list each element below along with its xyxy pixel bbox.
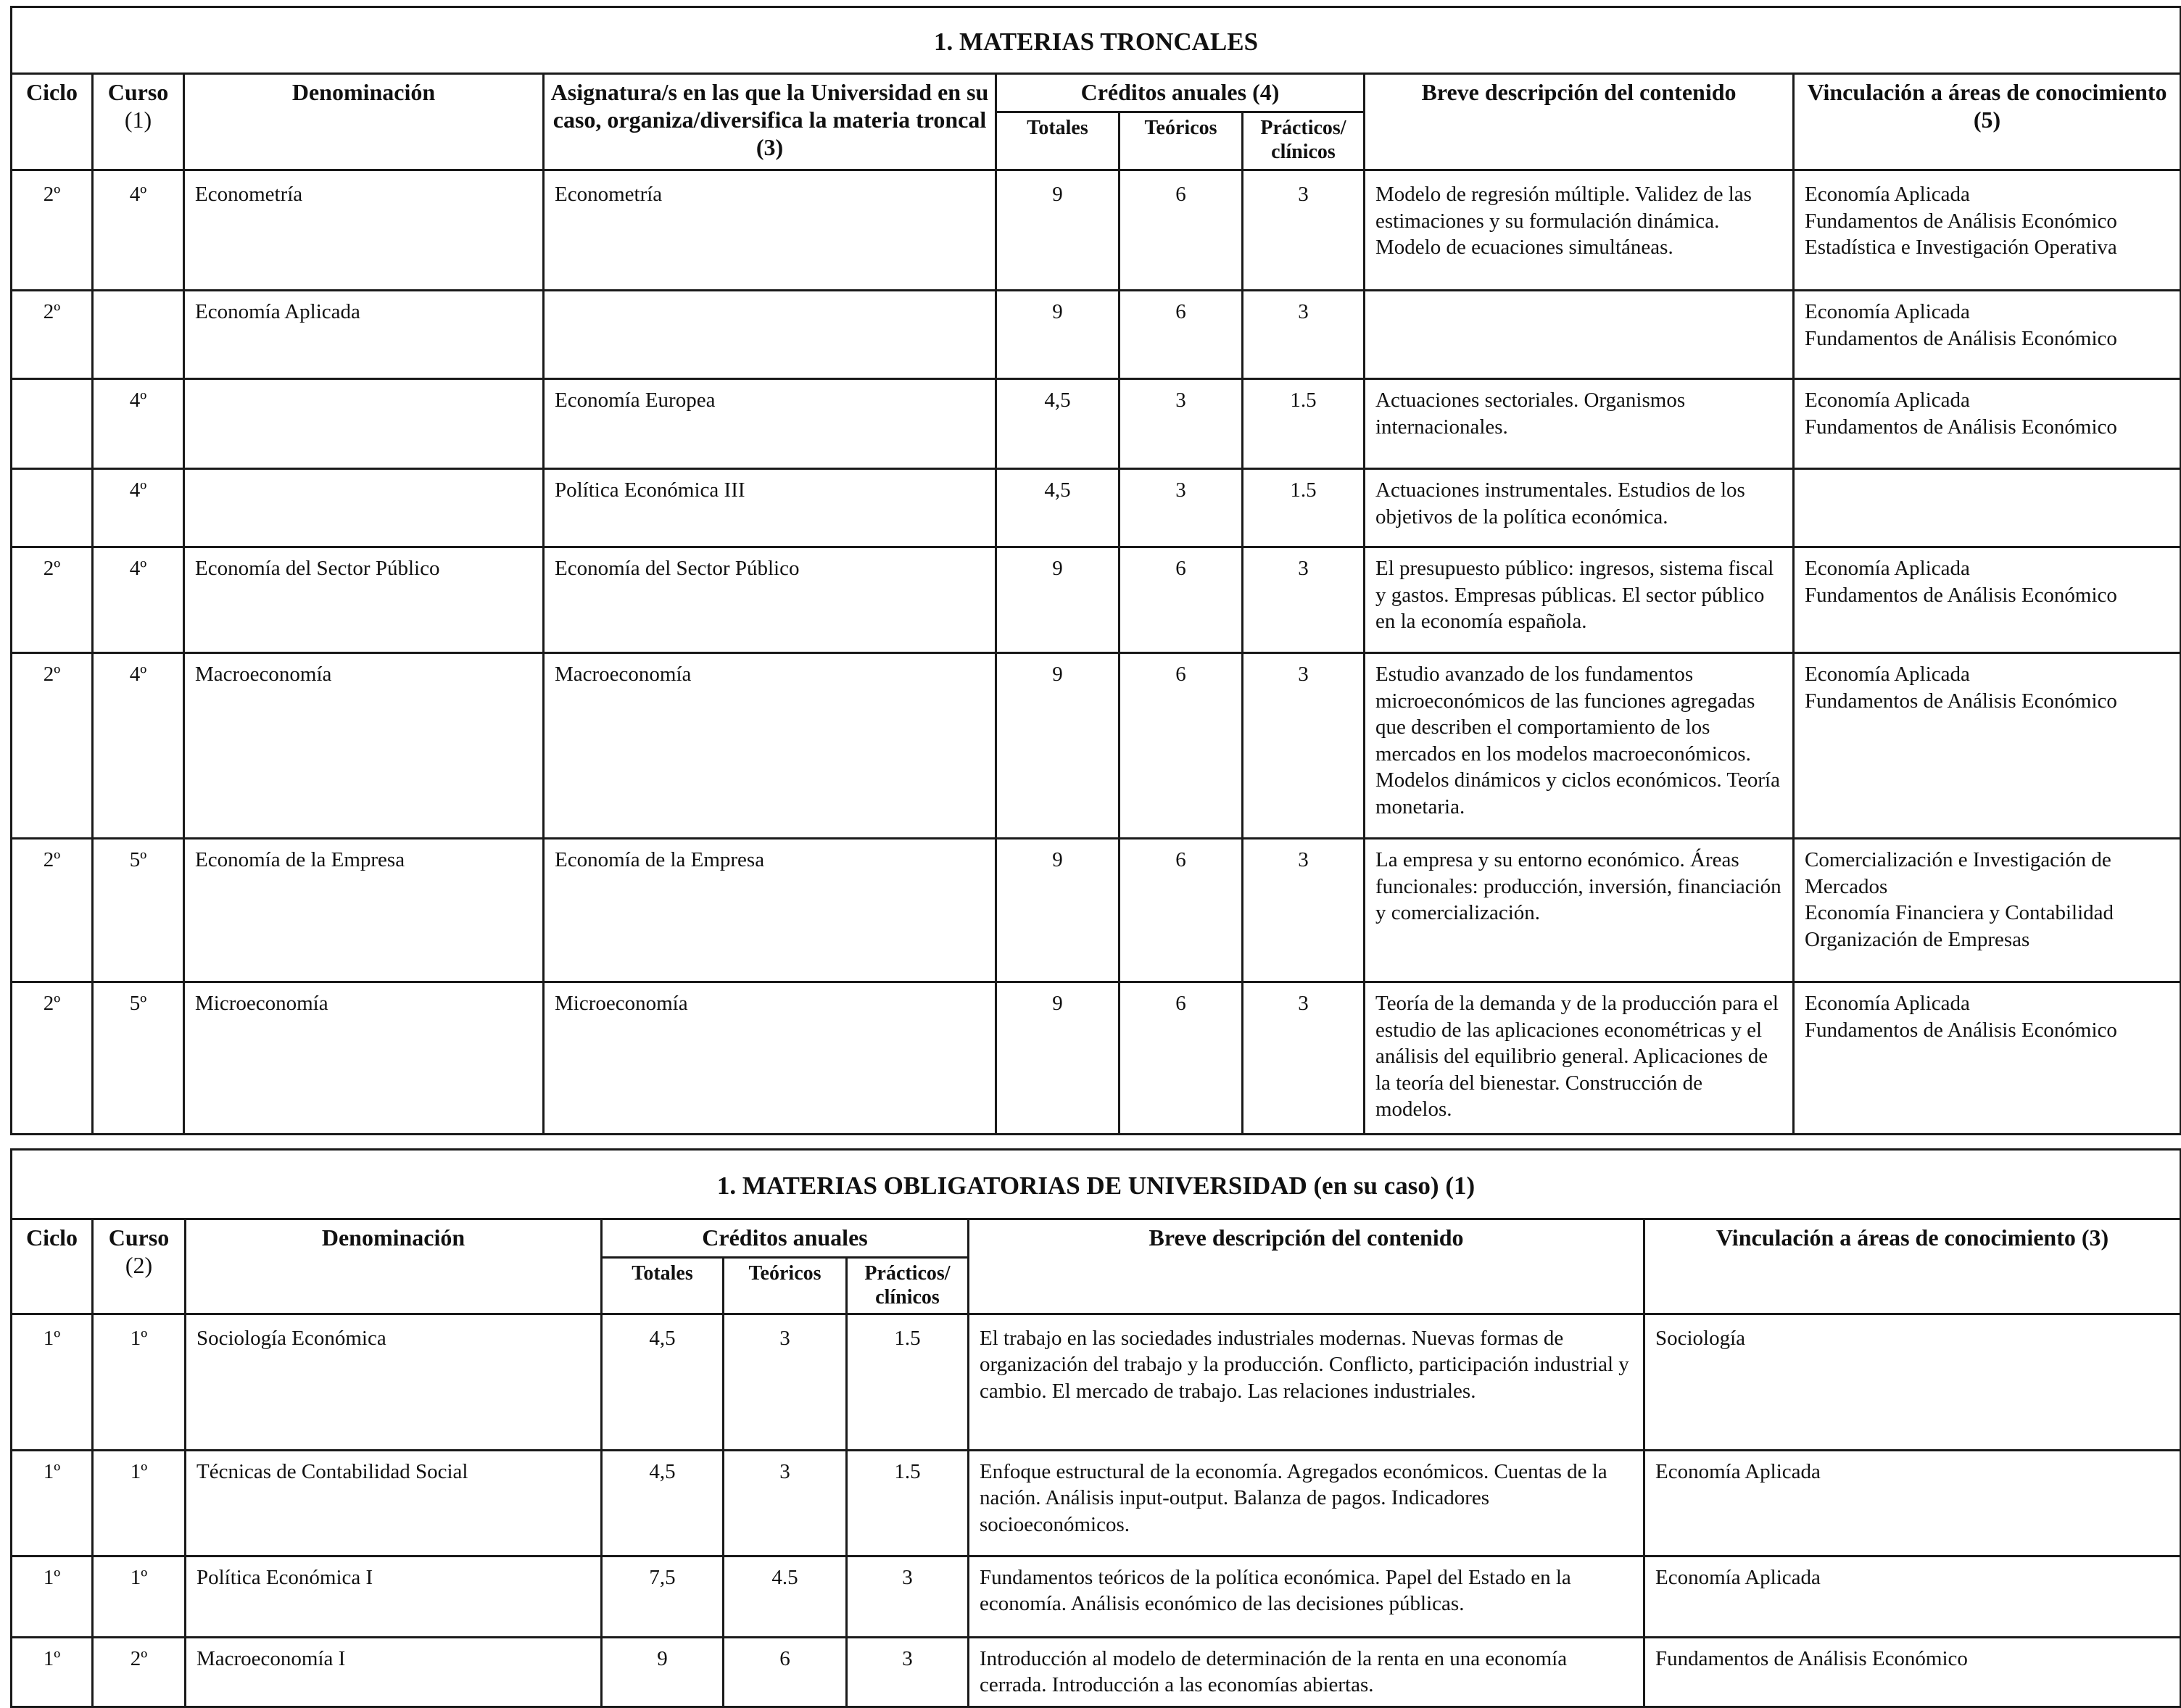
cell-descripcion: El trabajo en las sociedades industriales modernas. Nuevas formas de organización del trabajo y la producción. Conflicto, participación industrial y cambio. El mercado de trabajo. Las relaciones industriales.	[969, 1314, 1644, 1450]
obligatorias-section	[10, 1148, 2180, 1708]
cell-descripcion: Estudio avanzado de los fundamentos microeconómicos de las funciones agregadas que describen el comportamiento de los mercados en los modelos macroeconómicos. Modelos dinámicos y ciclos económicos. Teoría monetaria.	[1365, 653, 1794, 839]
cell-asignatura	[544, 291, 996, 379]
cell-practicos: 3	[1243, 839, 1365, 982]
header-descripcion: Breve descripción del contenido	[1365, 74, 1794, 170]
cell-totales: 9	[996, 653, 1120, 839]
cell-ciclo: 2º	[12, 839, 93, 982]
cell-ciclo: 1º	[12, 1450, 93, 1556]
cell-totales: 9	[996, 839, 1120, 982]
cell-areas	[1794, 291, 2181, 379]
header-totales: Totales	[602, 1257, 724, 1314]
area-item: Economía Aplicada	[1805, 992, 1970, 1016]
header-ciclo: Ciclo	[12, 1219, 93, 1314]
cell-teoricos: 6	[1120, 839, 1243, 982]
cell-curso: 5º	[93, 982, 184, 1135]
cell-totales: 4,5	[602, 1450, 724, 1556]
cell-descripcion: Actuaciones sectoriales. Organismos internacionales.	[1365, 379, 1794, 469]
cell-areas	[1644, 1450, 2181, 1556]
header-practicos: Prácticos/ clínicos	[1243, 112, 1365, 170]
obligatorias-table	[10, 1148, 2181, 1708]
cell-practicos: 1.5	[847, 1450, 969, 1556]
cell-ciclo: 1º	[12, 1556, 93, 1637]
area-item: Fundamentos de Análisis Económico	[1655, 1646, 1968, 1670]
area-item: Fundamentos de Análisis Económico	[1805, 1018, 2117, 1042]
cell-denominacion	[184, 379, 544, 469]
cell-teoricos: 6	[1120, 547, 1243, 653]
cell-descripcion	[1365, 291, 1794, 379]
troncales-body	[12, 170, 2181, 1135]
header-vinculacion: Vinculación a áreas de conocimiento (3)	[1644, 1219, 2181, 1314]
area-item: Economía Aplicada	[1655, 1565, 1821, 1589]
cell-denominacion: Economía de la Empresa	[184, 839, 544, 982]
header-practicos: Prácticos/ clínicos	[847, 1257, 969, 1314]
cell-practicos: 3	[847, 1556, 969, 1637]
header-teoricos: Teóricos	[1120, 112, 1243, 170]
troncales-section	[10, 6, 2180, 1135]
cell-descripcion: Modelo de regresión múltiple. Validez de las estimaciones y su formulación dinámica. Modelo de ecuaciones simultáneas.	[1365, 170, 1794, 291]
cell-denominacion	[184, 469, 544, 547]
cell-curso: 1º	[93, 1314, 186, 1450]
area-item: Estadística e Investigación Operativa	[1805, 236, 2117, 260]
cell-teoricos: 6	[1120, 170, 1243, 291]
cell-totales: 9	[602, 1637, 724, 1707]
cell-denominacion: Política Económica I	[186, 1556, 602, 1637]
cell-practicos: 3	[1243, 547, 1365, 653]
header-asignatura: Asignatura/s en las que la Universidad en su caso, organiza/diversifica la materia troncal (3)	[544, 74, 996, 170]
area-item: Economía Aplicada	[1805, 389, 1970, 413]
cell-denominacion: Econometría	[184, 170, 544, 291]
cell-denominacion: Macroeconomía	[184, 653, 544, 839]
cell-asignatura: Economía de la Empresa	[544, 839, 996, 982]
cell-totales: 9	[996, 982, 1120, 1135]
cell-ciclo	[12, 469, 93, 547]
cell-denominacion: Técnicas de Contabilidad Social	[186, 1450, 602, 1556]
cell-areas	[1794, 982, 2181, 1135]
area-item: Economía Aplicada	[1805, 557, 1970, 581]
area-item: Economía Financiera y Contabilidad	[1805, 901, 2114, 925]
cell-areas	[1644, 1556, 2181, 1637]
cell-practicos: 1.5	[1243, 379, 1365, 469]
cell-ciclo: 2º	[12, 291, 93, 379]
cell-teoricos: 3	[724, 1450, 847, 1556]
cell-curso: 4º	[93, 170, 184, 291]
cell-totales: 4,5	[602, 1314, 724, 1450]
header-denominacion: Denominación	[184, 74, 544, 170]
cell-descripcion: Fundamentos teóricos de la política económica. Papel del Estado en la economía. Análisis económico de las decisiones públicas.	[969, 1556, 1644, 1637]
cell-descripcion: Introducción al modelo de determinación de la renta en una economía cerrada. Introducción a las economías abiertas.	[969, 1637, 1644, 1707]
table-row	[12, 291, 2181, 379]
header-creditos: Créditos anuales	[602, 1219, 969, 1258]
cell-totales: 7,5	[602, 1556, 724, 1637]
cell-teoricos: 6	[1120, 982, 1243, 1135]
cell-descripcion: Enfoque estructural de la economía. Agregados económicos. Cuentas de la nación. Análisis input-output. Balanza de pagos. Indicadores socioeconómicos.	[969, 1450, 1644, 1556]
cell-areas	[1794, 547, 2181, 653]
header-curso: Curso (1)	[93, 74, 184, 170]
cell-ciclo: 2º	[12, 170, 93, 291]
area-item: Economía Aplicada	[1805, 663, 1970, 687]
cell-curso: 1º	[93, 1450, 186, 1556]
cell-teoricos: 3	[1120, 379, 1243, 469]
cell-denominacion: Microeconomía	[184, 982, 544, 1135]
area-item: Economía Aplicada	[1655, 1459, 1821, 1483]
table-row	[12, 1314, 2181, 1450]
header-vinculacion: Vinculación a áreas de conocimiento (5)	[1794, 74, 2181, 170]
table-row	[12, 170, 2181, 291]
area-item: Fundamentos de Análisis Económico	[1805, 689, 2117, 713]
cell-totales: 9	[996, 170, 1120, 291]
cell-ciclo: 1º	[12, 1314, 93, 1450]
area-item: Comercialización e Investigación de Mercados	[1805, 848, 2111, 898]
cell-teoricos: 4.5	[724, 1556, 847, 1637]
cell-practicos: 1.5	[847, 1314, 969, 1450]
troncales-title: 1. MATERIAS TRONCALES	[12, 7, 2181, 74]
cell-ciclo: 2º	[12, 547, 93, 653]
cell-totales: 4,5	[996, 379, 1120, 469]
cell-teoricos: 6	[724, 1637, 847, 1707]
cell-asignatura: Política Económica III	[544, 469, 996, 547]
cell-practicos: 1.5	[1243, 469, 1365, 547]
table-row	[12, 379, 2181, 469]
header-ciclo: Ciclo	[12, 74, 93, 170]
cell-asignatura: Economía del Sector Público	[544, 547, 996, 653]
cell-areas	[1794, 653, 2181, 839]
cell-denominacion: Economía del Sector Público	[184, 547, 544, 653]
cell-ciclo: 2º	[12, 653, 93, 839]
cell-areas	[1794, 170, 2181, 291]
table-row	[12, 653, 2181, 839]
area-item: Economía Aplicada	[1805, 300, 1970, 324]
cell-denominacion: Macroeconomía I	[186, 1637, 602, 1707]
cell-totales: 9	[996, 547, 1120, 653]
header-teoricos: Teóricos	[724, 1257, 847, 1314]
table-row	[12, 547, 2181, 653]
table-row	[12, 1637, 2181, 1707]
table-row	[12, 1450, 2181, 1556]
cell-teoricos: 3	[724, 1314, 847, 1450]
table-row	[12, 982, 2181, 1135]
cell-curso: 1º	[93, 1556, 186, 1637]
area-item: Organización de Empresas	[1805, 927, 2030, 951]
cell-descripcion: Actuaciones instrumentales. Estudios de los objetivos de la política económica.	[1365, 469, 1794, 547]
cell-asignatura: Microeconomía	[544, 982, 996, 1135]
cell-teoricos: 6	[1120, 653, 1243, 839]
cell-teoricos: 6	[1120, 291, 1243, 379]
cell-areas	[1794, 379, 2181, 469]
area-item: Fundamentos de Análisis Económico	[1805, 415, 2117, 439]
cell-asignatura: Economía Europea	[544, 379, 996, 469]
cell-areas	[1644, 1637, 2181, 1707]
cell-curso: 4º	[93, 547, 184, 653]
area-item: Fundamentos de Análisis Económico	[1805, 209, 2117, 233]
cell-ciclo: 2º	[12, 982, 93, 1135]
cell-areas	[1644, 1314, 2181, 1450]
cell-ciclo	[12, 379, 93, 469]
obligatorias-body	[12, 1314, 2181, 1707]
table-row	[12, 1556, 2181, 1637]
cell-curso	[93, 291, 184, 379]
table-row	[12, 469, 2181, 547]
cell-denominacion: Sociología Económica	[186, 1314, 602, 1450]
cell-descripcion: La empresa y su entorno económico. Áreas funcionales: producción, inversión, financiación y comercialización.	[1365, 839, 1794, 982]
area-item: Economía Aplicada	[1805, 183, 1970, 207]
area-item: Fundamentos de Análisis Económico	[1805, 583, 2117, 607]
cell-curso: 4º	[93, 653, 184, 839]
cell-curso: 2º	[93, 1637, 186, 1707]
obligatorias-title: 1. MATERIAS OBLIGATORIAS DE UNIVERSIDAD (en su caso) (1)	[12, 1150, 2181, 1219]
cell-totales: 4,5	[996, 469, 1120, 547]
cell-asignatura: Macroeconomía	[544, 653, 996, 839]
cell-denominacion: Economía Aplicada	[184, 291, 544, 379]
cell-areas	[1794, 839, 2181, 982]
cell-curso: 4º	[93, 469, 184, 547]
cell-curso: 4º	[93, 379, 184, 469]
cell-asignatura: Econometría	[544, 170, 996, 291]
cell-totales: 9	[996, 291, 1120, 379]
header-denominacion: Denominación	[186, 1219, 602, 1314]
cell-areas	[1794, 469, 2181, 547]
header-curso: Curso (2)	[93, 1219, 186, 1314]
cell-practicos: 3	[1243, 653, 1365, 839]
header-creditos: Créditos anuales (4)	[996, 74, 1365, 112]
area-item: Fundamentos de Análisis Económico	[1805, 326, 2117, 350]
cell-practicos: 3	[1243, 982, 1365, 1135]
table-row	[12, 839, 2181, 982]
cell-descripcion: Teoría de la demanda y de la producción para el estudio de las aplicaciones econométricas y el análisis del equilibrio general. Aplicaciones de la teoría del bienestar. Construcción de modelos.	[1365, 982, 1794, 1135]
cell-ciclo: 1º	[12, 1637, 93, 1707]
cell-practicos: 3	[847, 1637, 969, 1707]
area-item: Sociología	[1655, 1326, 1746, 1350]
troncales-table	[10, 6, 2181, 1135]
cell-practicos: 3	[1243, 291, 1365, 379]
header-descripcion: Breve descripción del contenido	[969, 1219, 1644, 1314]
cell-practicos: 3	[1243, 170, 1365, 291]
cell-teoricos: 3	[1120, 469, 1243, 547]
cell-descripcion: El presupuesto público: ingresos, sistema fiscal y gastos. Empresas públicas. El sector público en la economía española.	[1365, 547, 1794, 653]
header-totales: Totales	[996, 112, 1120, 170]
cell-curso: 5º	[93, 839, 184, 982]
